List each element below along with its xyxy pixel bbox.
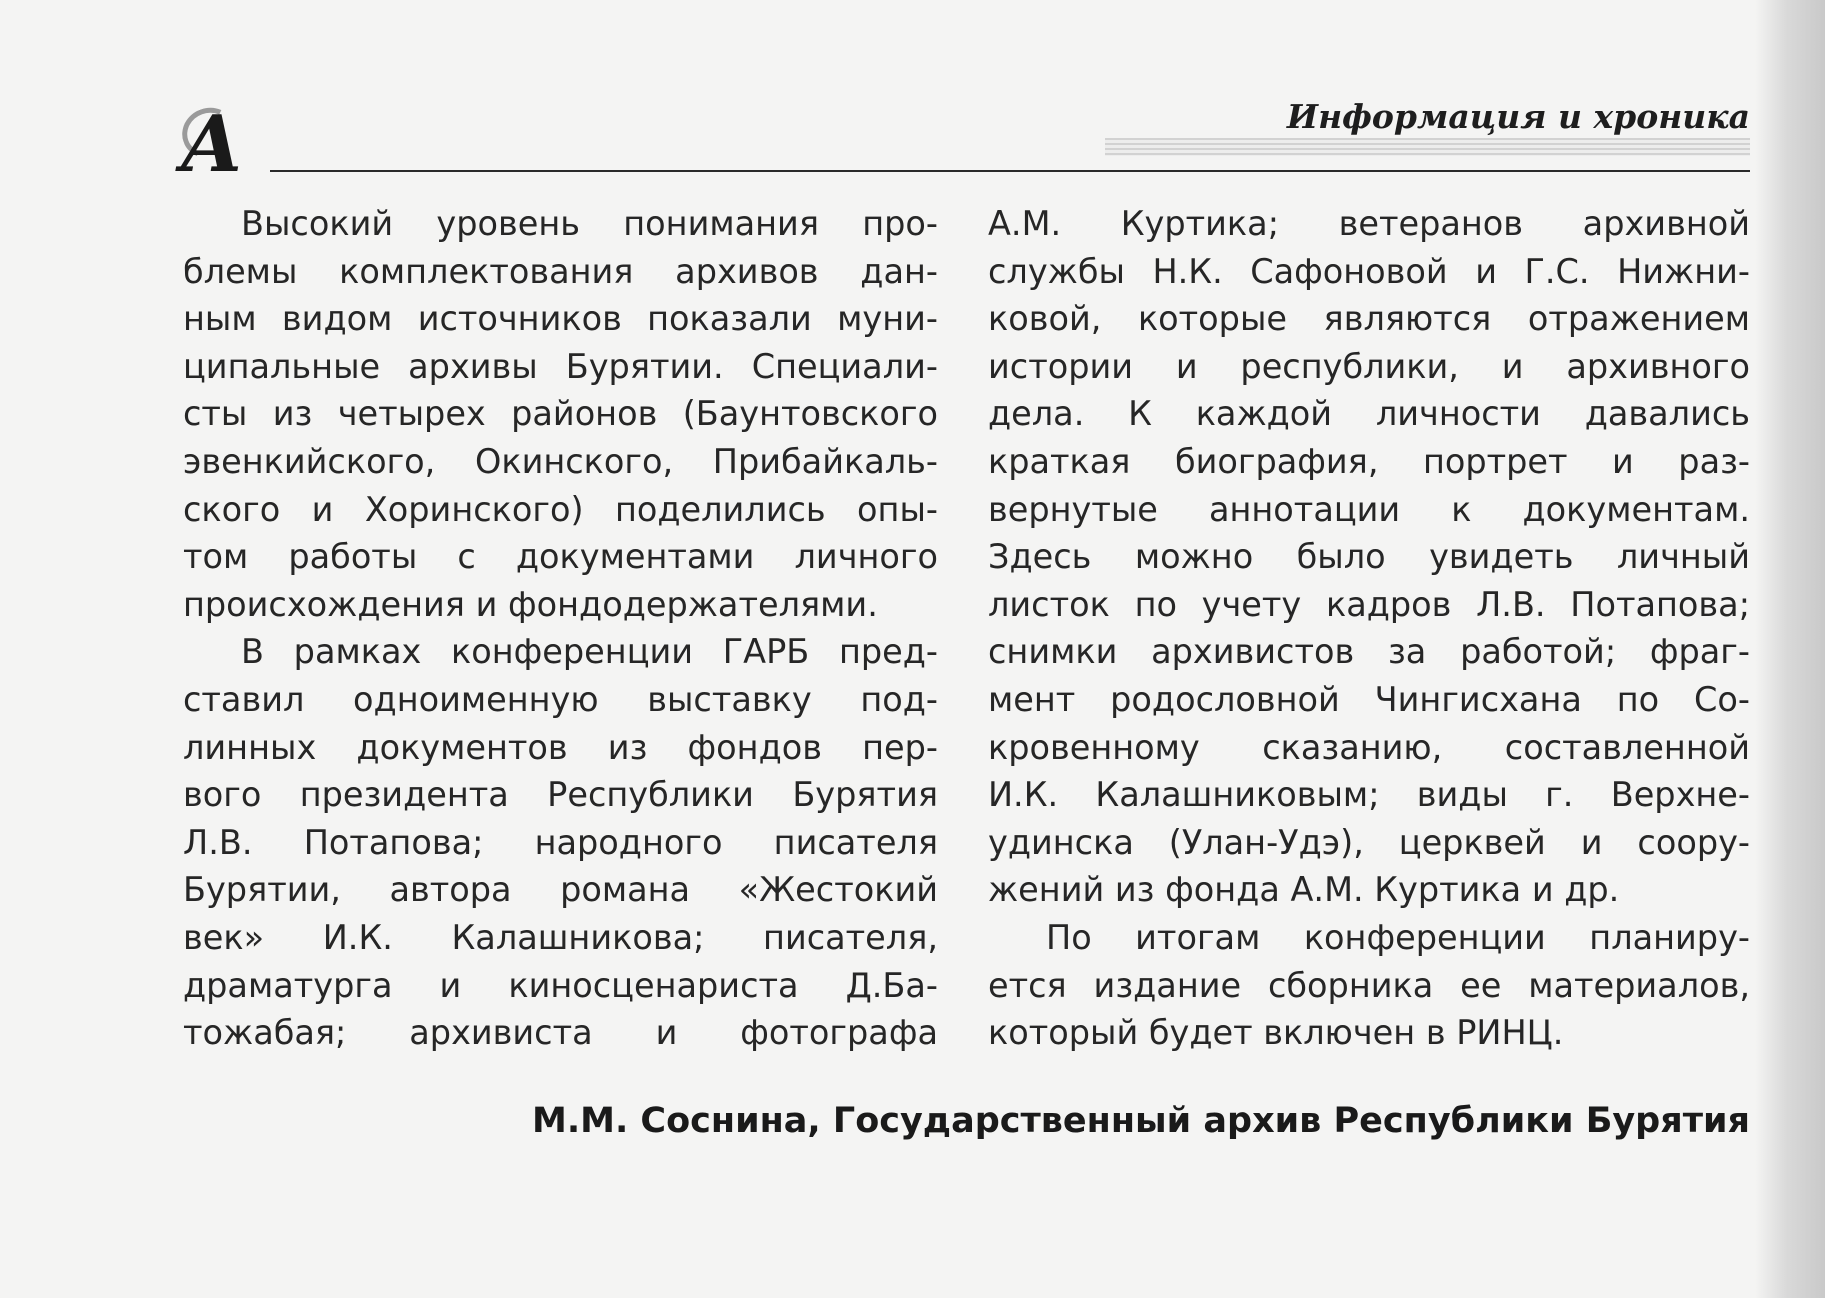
author-signature: М.М. Соснина, Государственный архив Республики Бурятия xyxy=(532,1101,1750,1141)
page-edge-shadow xyxy=(1755,0,1825,1298)
text-line: тожабая; архивиста и фотографа xyxy=(183,1013,938,1053)
text-line: листок по учету кадров Л.В. Потапова; xyxy=(988,584,1750,624)
text-line: истории и республики, и архивного xyxy=(988,346,1750,386)
text-line: сты из четырех районов (Баунтовского xyxy=(183,394,938,434)
text-line: ется издание сборника ее материалов, xyxy=(988,965,1750,1005)
text-line: который будет включен в РИНЦ. xyxy=(988,1013,1564,1053)
text-line: В рамках конференции ГАРБ пред- xyxy=(241,632,938,672)
text-column-left xyxy=(183,200,938,1057)
text-line: удинска (Улан-Удэ), церквей и соору- xyxy=(988,822,1750,862)
text-line: Здесь можно было увидеть личный xyxy=(988,537,1750,577)
text-line: ставил одноименную выставку под- xyxy=(183,679,938,719)
text-line: мент родословной Чингисхана по Со- xyxy=(988,679,1750,719)
header-rule xyxy=(270,170,1750,172)
text-line: эвенкийского, Окинского, Прибайкаль- xyxy=(183,441,938,481)
text-line: кровенному сказанию, составленной xyxy=(988,727,1750,767)
text-line: По итогам конференции планиру- xyxy=(1046,917,1750,957)
text-line: век» И.К. Калашникова; писателя, xyxy=(183,917,938,957)
logo-letter: А xyxy=(180,99,244,190)
text-line: краткая биография, портрет и раз- xyxy=(988,441,1750,481)
text-line: ным видом источников показали муни- xyxy=(183,299,938,339)
text-line: И.К. Калашниковым; виды г. Верхне- xyxy=(988,775,1750,815)
text-line: дела. К каждой личности давались xyxy=(988,394,1750,434)
text-line: том работы с документами личного xyxy=(183,537,938,577)
section-title: Информация и хроника xyxy=(1286,97,1750,136)
text-line: Л.В. Потапова; народного писателя xyxy=(183,822,938,862)
text-line: ковой, которые являются отражением xyxy=(988,299,1750,339)
text-line: снимки архивистов за работой; фраг- xyxy=(988,632,1750,672)
journal-logo xyxy=(178,98,248,194)
text-line: драматурга и киносценариста Д.Ба- xyxy=(183,965,938,1005)
text-line: ского и Хоринского) поделились опы- xyxy=(183,489,938,529)
text-line: вого президента Республики Бурятия xyxy=(183,775,938,815)
text-line: Бурятии, автора романа «Жестокий xyxy=(183,870,938,910)
text-line: ципальные архивы Бурятии. Специали- xyxy=(183,346,938,386)
text-line: А.М. Куртика; ветеранов архивной xyxy=(988,204,1750,243)
text-column-right xyxy=(988,200,1750,1057)
text-line: блемы комплектования архивов дан- xyxy=(183,251,938,291)
text-line: происхождения и фондодержателями. xyxy=(183,584,878,624)
text-line: Высокий уровень понимания про- xyxy=(241,204,938,243)
text-line: линных документов из фондов пер- xyxy=(183,727,938,767)
text-line: службы Н.К. Сафоновой и Г.С. Нижни- xyxy=(988,251,1750,291)
text-line: вернутые аннотации к документам. xyxy=(988,489,1750,529)
text-line: жений из фонда А.М. Куртика и др. xyxy=(988,870,1620,910)
